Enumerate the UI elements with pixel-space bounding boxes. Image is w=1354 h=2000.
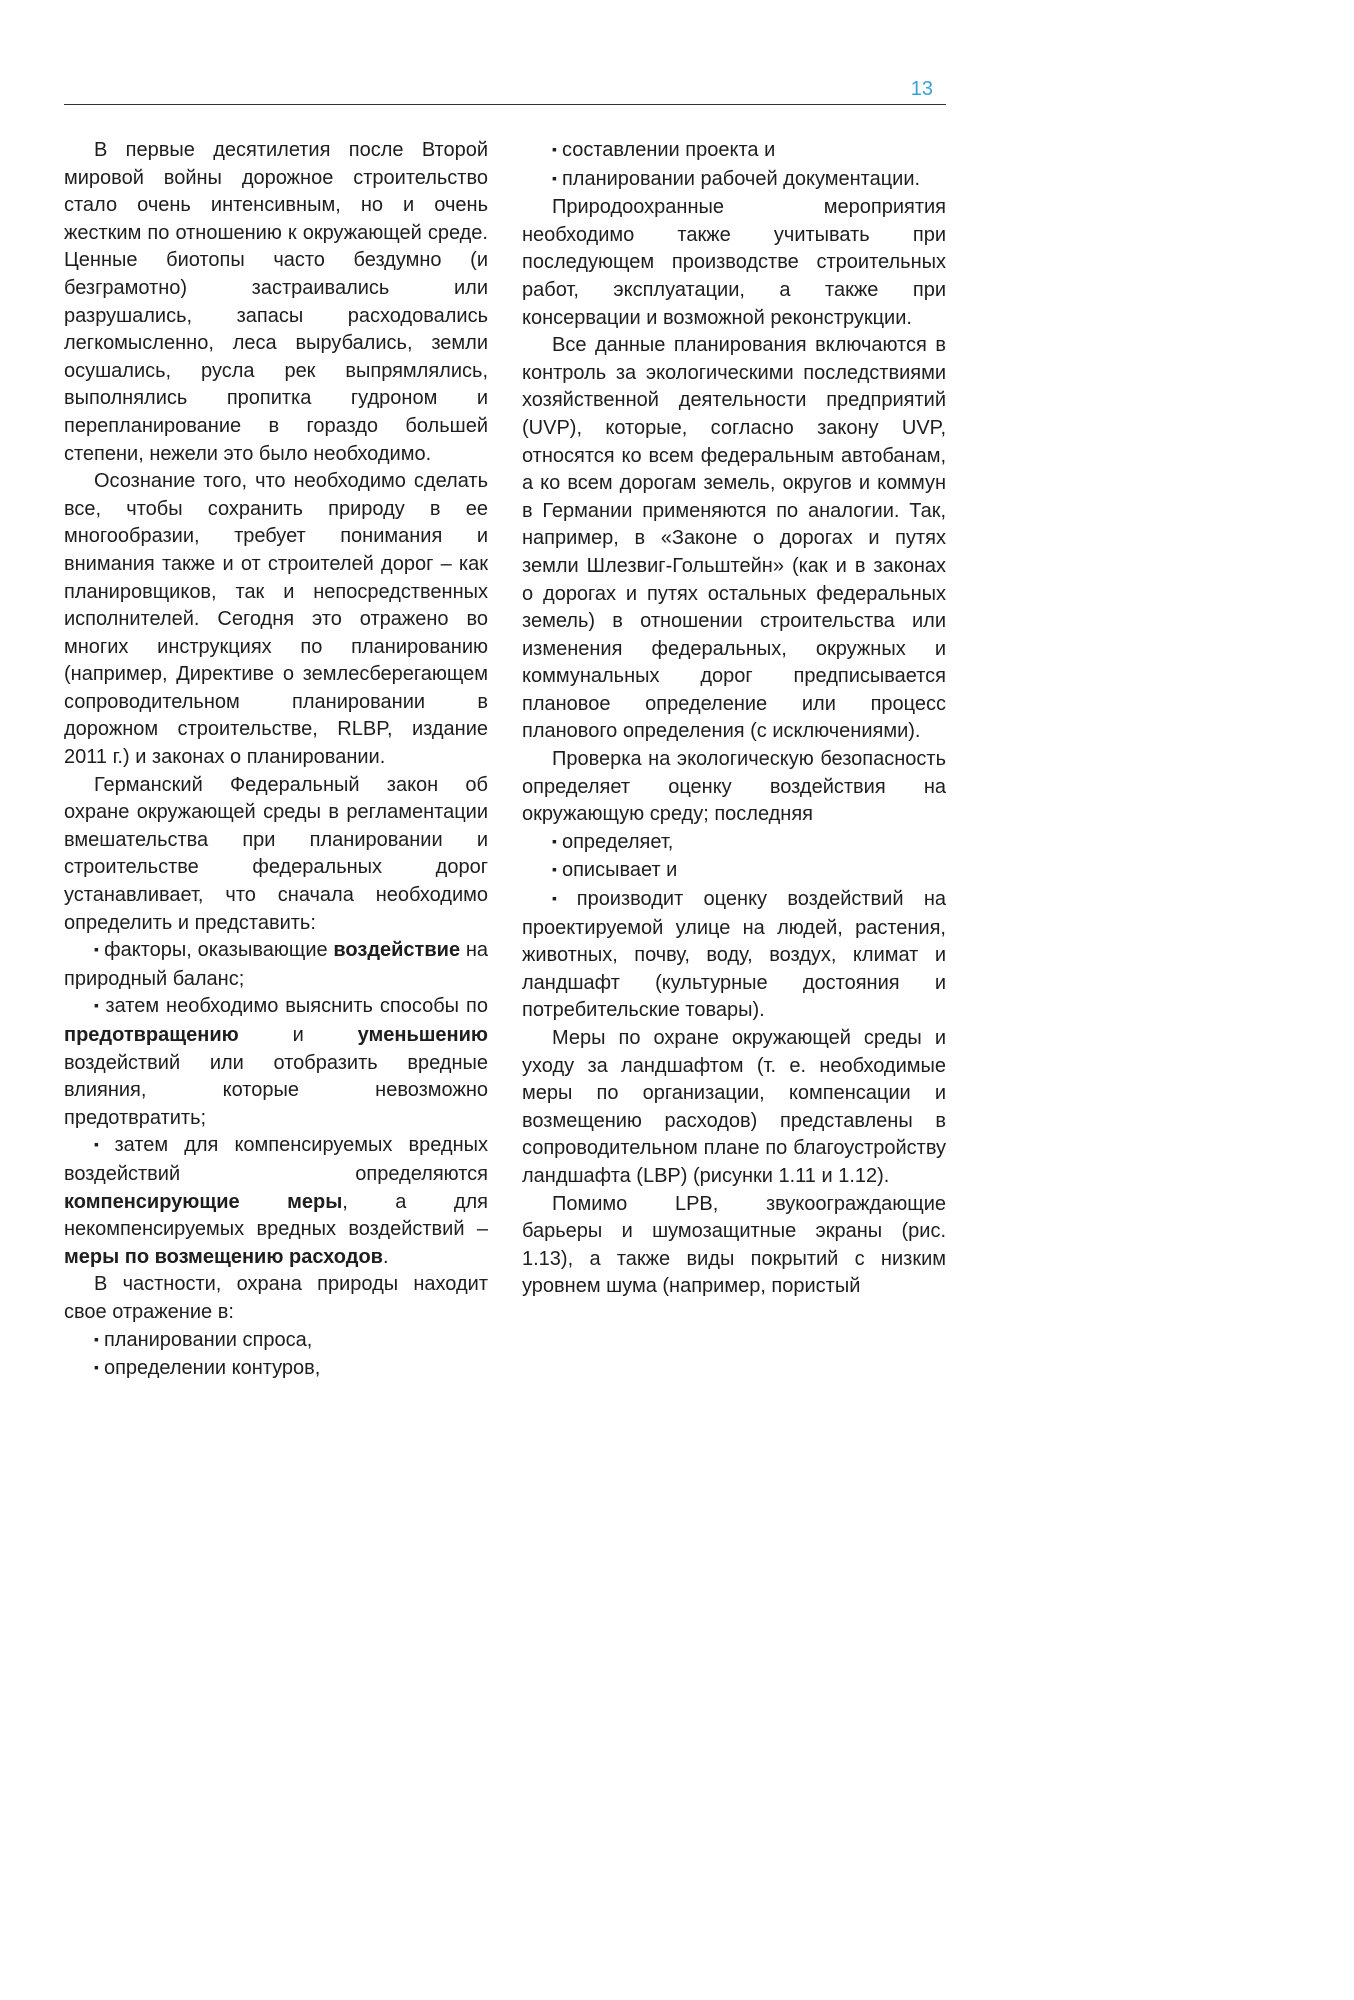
list-item: ▪ описывает и [522,857,946,886]
assessment-list [522,829,946,1025]
paragraph: Помимо LPB, звукоограждающие барьеры и шумозащитные экраны (рис. 1.13), а также виды покрытий с низким уровнем шума (например, пористый [522,1192,946,1298]
list-item: ▪ определении контуров, [64,1355,488,1384]
paragraph: Осознание того, что необходимо сделать все, чтобы сохранить природу в ее многообразии, требует понимания и внимания также и от строителей дорог – как планировщиков, так и непосредственных исполнителей. Сегодня это отражено во многих инструкциях по планированию (например, Директиве о землесберегающем сопроводительном планировании в дорожном строительстве, RLBP, издание 2011 г.) и законах о планировании. [64,470,488,769]
paragraph: Природоохранные мероприятия необходимо также учитывать при последующем производстве строительных работ, эксплуатации, а также при консервации и возможной реконструкции. [522,196,946,329]
page-number: 13 [910,78,933,100]
list-item: ▪ затем необходимо выяснить способы по предотвращению и уменьшению воздействий или отобразить вредные влияния, которые невозможно предотвратить; [64,993,488,1132]
paragraph: Меры по охране окружающей среды и уходу за ландшафтом (т. е. необходимые меры по организации, компенсации и возмещению расходов) представлены в сопроводительном плане по благоустройству ландшафта (LBP) (рисунки 1.11 и 1.12). [522,1027,946,1187]
list-item: ▪ определяет, [522,829,946,858]
list-item: ▪ затем для компенсируемых вредных воздействий определяются компенсирующие меры, а для некомпенсируемых вредных воздействий – меры по возмещению расходов. [64,1132,488,1271]
paragraph: В частности, охрана природы находит свое отражение в: [64,1273,488,1323]
measures-list [64,937,488,1271]
planning-stages-list-cont [522,137,946,194]
paragraph: В первые десятилетия после Второй мировой войны дорожное строительство стало очень интенсивным, но и очень жестким по отношению к окружающей среде. Ценные биотопы часто бездумно (и безграмотно) застраивались или разрушались, запасы расходовались легкомысленно, леса вырубались, земли осушались, русла рек выпрямлялись, выполнялись пропитка гудроном и перепланирование в гораздо большей степени, нежели это было необходимо. [64,139,488,465]
left-column [64,137,488,1384]
list-item: ▪ производит оценку воздействий на проектируемой улице на людей, растения, животных, почву, воду, воздух, климат и ландшафт (культурные достояния и потребительские товары). [522,886,946,1025]
list-item: ▪ планировании спроса, [64,1327,488,1356]
list-item: ▪ факторы, оказывающие воздействие на природный баланс; [64,937,488,993]
header-rule [64,104,946,105]
paragraph: Все данные планирования включаются в контроль за экологическими последствиями хозяйственной деятельности предприятий (UVP), которые, согласно закону UVP, относятся ко всем федеральным автобанам, а ко всем дорогам земель, округов и коммун в Германии применяются по аналогии. Так, например, в «Законе о дорогах и путях земли Шлезвиг-Гольштейн» (как и в законах о дорогах и путях остальных федеральных земель) в отношении строительства или изменения федеральных, окружных и коммунальных дорог предписывается плановое определение или процесс планового определения (с исключениями). [522,334,946,743]
list-item: ▪ составлении проекта и [522,137,946,166]
paragraph: Проверка на экологическую безопасность определяет оценку воздействия на окружающую среду; последняя [522,748,946,826]
paragraph: Германский Федеральный закон об охране окружающей среды в регламентации вмешательства при планировании и строительстве федеральных дорог устанавливает, что сначала необходимо определить и представить: [64,773,488,934]
list-item: ▪ планировании рабочей документации. [522,166,946,195]
planning-stages-list [64,1327,488,1384]
right-column [522,137,946,1301]
